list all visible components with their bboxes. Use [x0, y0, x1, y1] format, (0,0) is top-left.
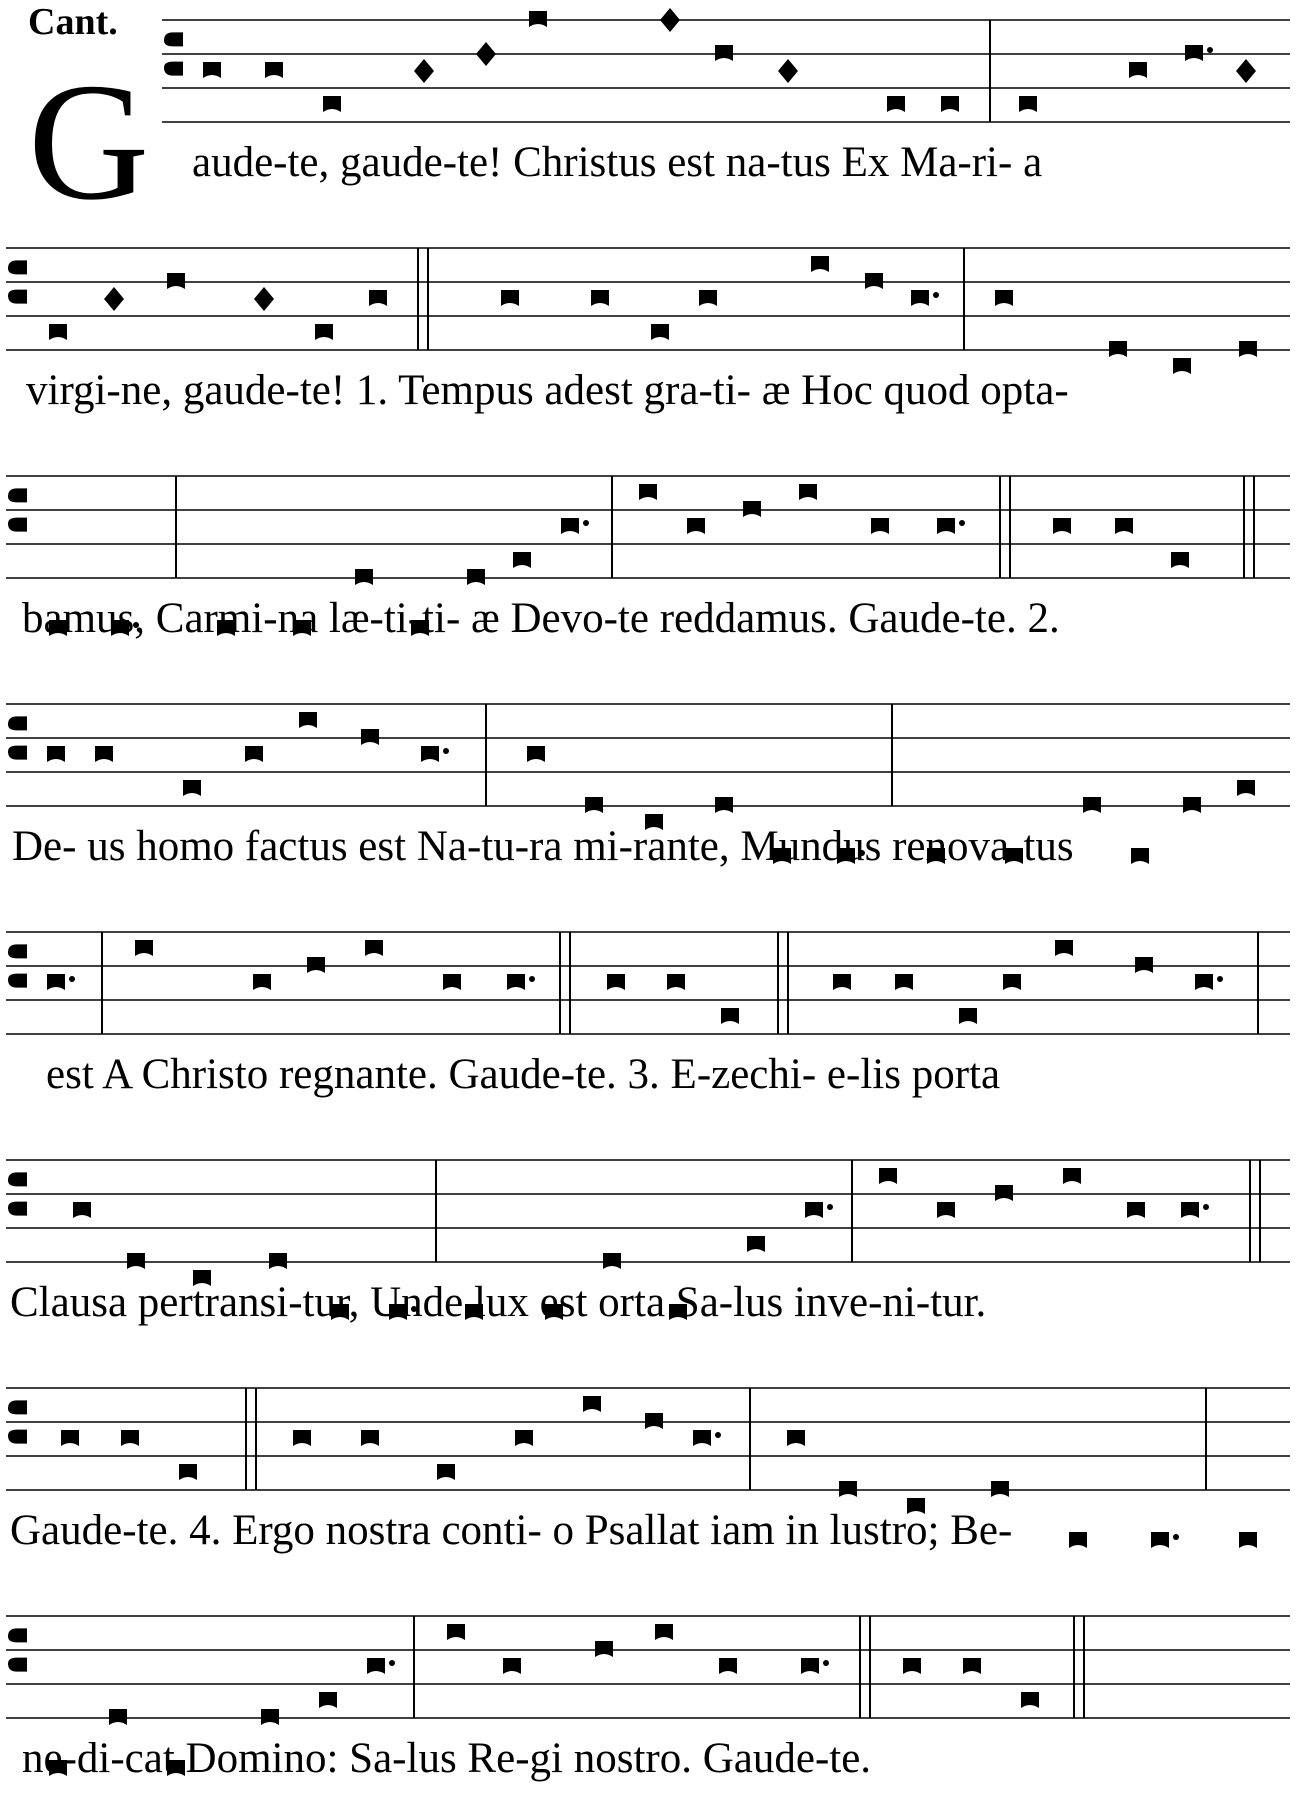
dot-mark: [1203, 1204, 1209, 1210]
dot-mark: [1207, 47, 1213, 53]
punctum-note: [61, 1430, 79, 1446]
punctum-note: [265, 62, 283, 78]
punctum-note: [645, 1413, 663, 1429]
punctum-note: [261, 1709, 279, 1725]
punctum-note: [47, 746, 65, 762]
punctum-note: [1151, 1532, 1169, 1548]
rhombus-note: [414, 59, 434, 83]
punctum-note: [1239, 1532, 1257, 1548]
lyric-line-4: De- us homo factus est Na-tu-ra mi-rante, Mundus renova-tus: [12, 823, 1074, 870]
punctum-note: [995, 290, 1013, 306]
punctum-note: [253, 974, 271, 990]
punctum-note: [529, 11, 547, 27]
punctum-note: [47, 974, 65, 990]
punctum-note: [583, 1396, 601, 1412]
punctum-note: [95, 746, 113, 762]
punctum-note: [1019, 96, 1037, 112]
rhombus-note: [1236, 59, 1256, 83]
punctum-note: [109, 1709, 127, 1725]
punctum-note: [1185, 45, 1203, 61]
punctum-note: [743, 501, 761, 517]
punctum-note: [811, 256, 829, 272]
punctum-note: [355, 569, 373, 585]
punctum-note: [1183, 797, 1201, 813]
dot-mark: [823, 1660, 829, 1666]
punctum-note: [365, 940, 383, 956]
punctum-note: [833, 974, 851, 990]
punctum-note: [515, 1430, 533, 1446]
punctum-note: [1063, 1168, 1081, 1184]
lyric-line-3: bamus, Carmi-na læ-ti-ti- æ Devo-te reddamus. Gaude-te. 2.: [22, 595, 1060, 642]
punctum-note: [361, 1430, 379, 1446]
punctum-note: [467, 569, 485, 585]
rhombus-note: [660, 8, 680, 32]
initial-letter: G: [28, 49, 150, 235]
punctum-note: [299, 712, 317, 728]
dot-mark: [1173, 1534, 1179, 1540]
punctum-note: [1237, 780, 1255, 796]
punctum-note: [603, 1253, 621, 1269]
punctum-note: [963, 1658, 981, 1674]
punctum-note: [527, 746, 545, 762]
punctum-note: [503, 1658, 521, 1674]
lyric-line-2: virgi-ne, gaude-te! 1. Tempus adest gra-ti- æ Hoc quod opta-: [26, 367, 1069, 414]
punctum-note: [447, 1624, 465, 1640]
punctum-note: [367, 1658, 385, 1674]
punctum-note: [1129, 62, 1147, 78]
punctum-note: [871, 518, 889, 534]
lyric-line-6: Clausa pertransi-tur, Unde lux est orta Sa-lus inve-ni-tur.: [10, 1279, 987, 1326]
punctum-note: [1069, 1532, 1087, 1548]
punctum-note: [693, 1430, 711, 1446]
punctum-note: [1181, 1202, 1199, 1218]
punctum-note: [561, 518, 579, 534]
punctum-note: [805, 1202, 823, 1218]
dot-mark: [933, 292, 939, 298]
punctum-note: [307, 957, 325, 973]
dot-mark: [583, 520, 589, 526]
dot-mark: [715, 1432, 721, 1438]
punctum-note: [49, 324, 67, 340]
punctum-note: [437, 1464, 455, 1480]
punctum-note: [421, 746, 439, 762]
punctum-note: [369, 290, 387, 306]
punctum-note: [1135, 957, 1153, 973]
punctum-note: [895, 974, 913, 990]
dot-mark: [69, 976, 75, 982]
punctum-note: [1173, 358, 1191, 374]
lyric-line-1: aude-te, gaude-te! Christus est na-tus Ex Ma-ri- a: [192, 139, 1043, 186]
punctum-note: [1239, 341, 1257, 357]
punctum-note: [269, 1253, 287, 1269]
punctum-note: [443, 974, 461, 990]
punctum-note: [937, 518, 955, 534]
punctum-note: [651, 324, 669, 340]
punctum-note: [801, 1658, 819, 1674]
punctum-note: [179, 1464, 197, 1480]
punctum-note: [721, 1008, 739, 1024]
rhombus-note: [104, 287, 124, 311]
punctum-note: [991, 1481, 1009, 1497]
punctum-note: [667, 974, 685, 990]
punctum-note: [323, 96, 341, 112]
punctum-note: [507, 974, 525, 990]
punctum-note: [903, 1658, 921, 1674]
punctum-note: [941, 96, 959, 112]
punctum-note: [501, 290, 519, 306]
punctum-note: [1021, 1692, 1039, 1708]
punctum-note: [513, 552, 531, 568]
rhombus-note: [778, 59, 798, 83]
punctum-note: [1131, 848, 1149, 864]
lyric-line-5: est A Christo regnante. Gaude-te. 3. E-zechi- e-lis porta: [46, 1051, 1001, 1098]
punctum-note: [245, 746, 263, 762]
dot-mark: [389, 1660, 395, 1666]
punctum-note: [1109, 341, 1127, 357]
punctum-note: [591, 290, 609, 306]
punctum-note: [865, 273, 883, 289]
punctum-note: [787, 1430, 805, 1446]
punctum-note: [183, 780, 201, 796]
punctum-note: [879, 1168, 897, 1184]
punctum-note: [799, 484, 817, 500]
punctum-note: [585, 797, 603, 813]
punctum-note: [839, 1481, 857, 1497]
punctum-note: [715, 45, 733, 61]
punctum-note: [121, 1430, 139, 1446]
punctum-note: [687, 518, 705, 534]
punctum-note: [167, 273, 185, 289]
punctum-note: [639, 484, 657, 500]
punctum-note: [361, 729, 379, 745]
punctum-note: [203, 62, 221, 78]
punctum-note: [1053, 518, 1071, 534]
punctum-note: [1171, 552, 1189, 568]
punctum-note: [959, 1008, 977, 1024]
dot-mark: [1217, 976, 1223, 982]
punctum-note: [315, 324, 333, 340]
punctum-note: [699, 290, 717, 306]
punctum-note: [73, 1202, 91, 1218]
dot-mark: [827, 1204, 833, 1210]
punctum-note: [937, 1202, 955, 1218]
mode-label: Cant.: [28, 1, 118, 43]
punctum-note: [319, 1692, 337, 1708]
dot-mark: [959, 520, 965, 526]
punctum-note: [607, 974, 625, 990]
punctum-note: [911, 290, 929, 306]
lyric-line-7: Gaude-te. 4. Ergo nostra conti- o Psallat iam in lustro; Be-: [10, 1507, 1013, 1554]
dot-mark: [443, 748, 449, 754]
punctum-note: [887, 96, 905, 112]
punctum-note: [293, 1430, 311, 1446]
punctum-note: [595, 1641, 613, 1657]
punctum-note: [1115, 518, 1133, 534]
punctum-note: [1083, 797, 1101, 813]
punctum-note: [715, 797, 733, 813]
punctum-note: [135, 940, 153, 956]
lyric-line-8: ne-di-cat Domino: Sa-lus Re-gi nostro. Gaude-te.: [22, 1735, 872, 1782]
punctum-note: [1003, 974, 1021, 990]
punctum-note: [127, 1253, 145, 1269]
rhombus-note: [254, 287, 274, 311]
rhombus-note: [476, 42, 496, 66]
punctum-note: [995, 1185, 1013, 1201]
punctum-note: [1127, 1202, 1145, 1218]
punctum-note: [719, 1658, 737, 1674]
punctum-note: [1055, 940, 1073, 956]
punctum-note: [655, 1624, 673, 1640]
punctum-note: [1195, 974, 1213, 990]
dot-mark: [529, 976, 535, 982]
punctum-note: [747, 1236, 765, 1252]
